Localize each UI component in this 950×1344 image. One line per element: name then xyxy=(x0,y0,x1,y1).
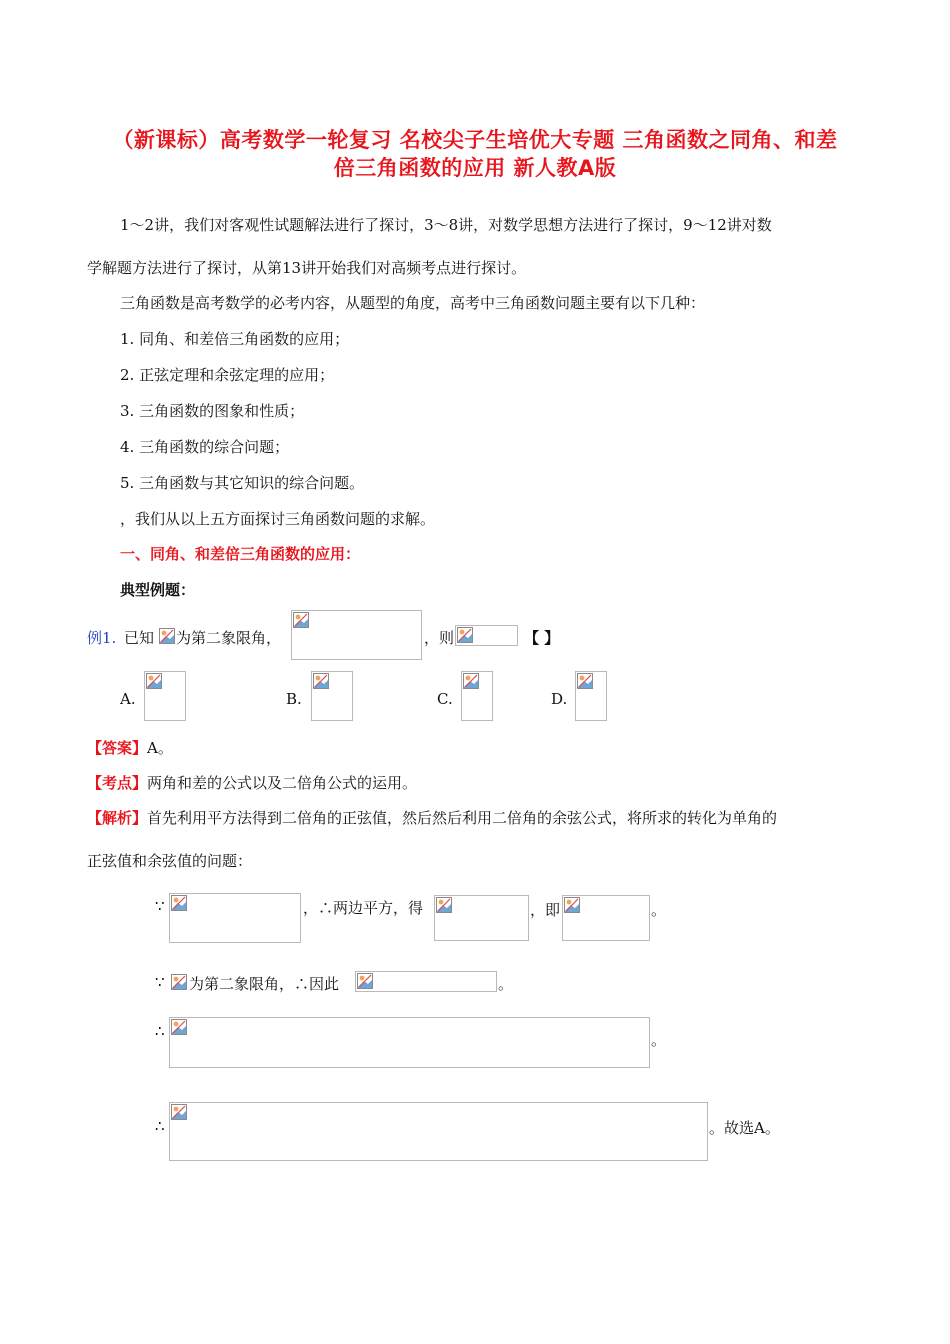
example-text: ，则 xyxy=(424,629,455,647)
list-item: 1. 同角、和差倍三角函数的应用； xyxy=(120,330,350,348)
therefore-symbol: ∴ xyxy=(155,1022,165,1040)
intro-paragraph-3: ，我们从以上五方面探讨三角函数问题的求解。 xyxy=(120,510,436,528)
step2-text: 为第二象限角，∴因此 xyxy=(189,975,340,993)
list-item: 2. 正弦定理和余弦定理的应用； xyxy=(120,366,335,384)
jiexi-tag: 【解析】 xyxy=(87,809,148,827)
step3-end: 。 xyxy=(651,1031,667,1049)
broken-image-icon xyxy=(357,973,373,989)
step1-text: ，∴两边平方，得 xyxy=(303,899,424,917)
option-label-c: C. xyxy=(437,690,453,708)
broken-image-icon xyxy=(457,627,473,643)
answer-tag: 【答案】 xyxy=(87,739,148,757)
step2-end: 。 xyxy=(498,975,514,993)
answer-bracket: 【 】 xyxy=(524,629,560,647)
document-title-line-1: （新课标）高考数学一轮复习 名校尖子生培优大专题 三角函数之同角、和差 xyxy=(112,128,838,152)
therefore-symbol: ∴ xyxy=(155,1117,165,1135)
intro-line-2: 学解题方法进行了探讨，从第13讲开始我们对高频考点进行探讨。 xyxy=(87,259,527,277)
jiexi-row xyxy=(87,807,777,828)
example-label: 例1. xyxy=(87,629,117,647)
example-text: 为第二象限角， xyxy=(176,629,282,647)
kaodian-tag: 【考点】 xyxy=(87,774,148,792)
formula-image xyxy=(169,1102,708,1161)
list-item: 5. 三角函数与其它知识的综合问题。 xyxy=(120,474,365,492)
option-b-image xyxy=(311,671,353,721)
broken-image-icon xyxy=(171,1019,187,1035)
jiexi-text-line-2: 正弦值和余弦值的问题： xyxy=(87,852,253,870)
because-symbol: ∵ xyxy=(155,973,165,991)
answer-value: A。 xyxy=(147,739,173,757)
formula-image xyxy=(169,1017,650,1068)
step4-end: 。故选A。 xyxy=(709,1119,780,1137)
formula-image xyxy=(158,627,175,644)
broken-image-icon xyxy=(171,974,187,990)
option-label-b: B. xyxy=(286,690,302,708)
example-text: 已知 xyxy=(124,629,155,647)
because-symbol: ∵ xyxy=(155,897,165,915)
option-a-image xyxy=(144,671,186,721)
option-c-image xyxy=(461,671,493,721)
list-item: 3. 三角函数的图象和性质； xyxy=(120,402,305,420)
intro-paragraph-2: 三角函数是高考数学的必考内容，从题型的角度，高考中三角函数问题主要有以下几种： xyxy=(120,294,706,312)
broken-image-icon xyxy=(159,628,175,644)
formula-image xyxy=(434,895,529,941)
formula-image xyxy=(562,895,650,941)
option-label-a: A. xyxy=(120,690,136,708)
formula-image xyxy=(455,625,518,646)
broken-image-icon xyxy=(146,673,162,689)
option-label-d: D. xyxy=(551,690,568,708)
option-d-image xyxy=(575,671,607,721)
typical-examples-heading: 典型例题： xyxy=(120,581,196,599)
step1-end: 。 xyxy=(651,901,667,919)
broken-image-icon xyxy=(171,895,187,911)
formula-image xyxy=(169,893,301,943)
kaodian-row xyxy=(87,772,417,793)
list-item: 4. 三角函数的综合问题； xyxy=(120,438,290,456)
kaodian-text: 两角和差的公式以及二倍角公式的运用。 xyxy=(147,774,418,792)
section-heading: 一、同角、和差倍三角函数的应用： xyxy=(120,545,361,563)
answer-row xyxy=(87,737,173,758)
broken-image-icon xyxy=(577,673,593,689)
step1-text: ，即 xyxy=(530,901,561,919)
formula-image xyxy=(355,971,497,992)
broken-image-icon xyxy=(293,612,309,628)
formula-image xyxy=(291,610,422,660)
broken-image-icon xyxy=(313,673,329,689)
broken-image-icon xyxy=(564,897,580,913)
broken-image-icon xyxy=(171,1104,187,1120)
broken-image-icon xyxy=(436,897,452,913)
document-title-line-2: 倍三角函数的应用 新人教A版 xyxy=(333,156,617,180)
intro-line-1: 1～2讲，我们对客观性试题解法进行了探讨，3～8讲，对数学思想方法进行了探讨，9～12讲对数 xyxy=(120,216,772,234)
formula-image xyxy=(170,973,188,991)
broken-image-icon xyxy=(463,673,479,689)
jiexi-text-line-1: 首先利用平方法得到二倍角的正弦值，然后然后利用二倍角的余弦公式，将所求的转化为单角的 xyxy=(147,809,778,827)
